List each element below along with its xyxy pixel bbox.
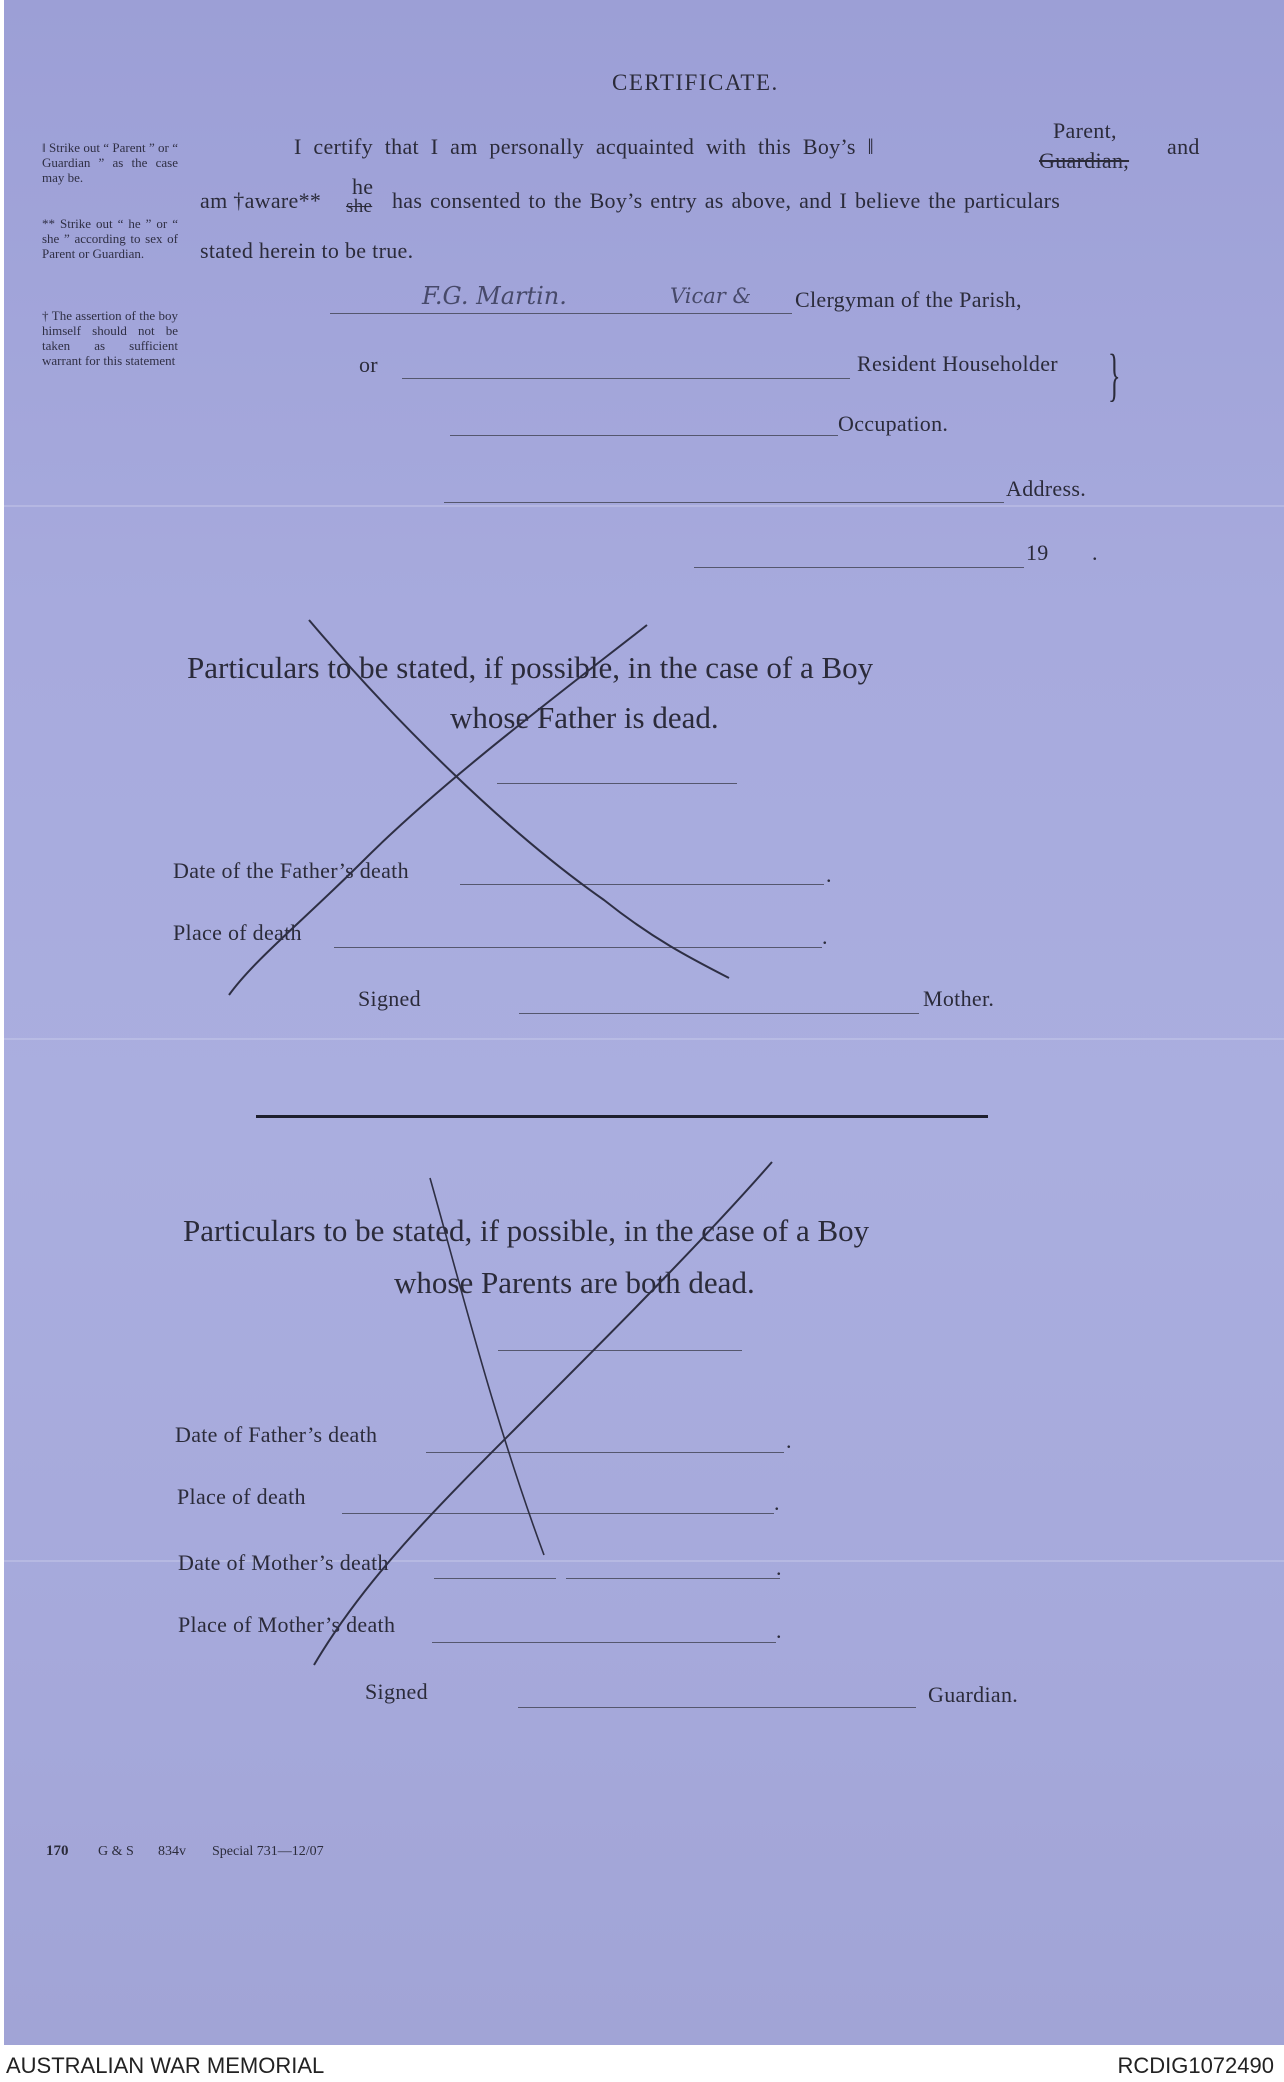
mother-death-date-label: Date of Mother’s death: [178, 1550, 389, 1575]
am-aware-text: am †aware**: [200, 188, 322, 213]
clergyman-label: Clergyman of the Parish,: [795, 287, 1022, 312]
occupation-label: Occupation.: [838, 411, 949, 436]
father-death-date-dot-2: .: [786, 1428, 792, 1453]
true-line: stated herein to be true.: [200, 238, 414, 263]
cross-stroke-father-1: [309, 620, 729, 978]
father-death-date-dot: .: [826, 862, 832, 887]
or-label: or: [359, 352, 378, 377]
guardian-label: Guardian.: [928, 1682, 1019, 1707]
place-of-death-dot-2: .: [774, 1490, 780, 1515]
print-code-form: 834v: [158, 1844, 186, 1859]
she-word-struck: she: [346, 196, 373, 217]
footer-bar: [0, 2047, 1284, 2082]
cross-stroke-parents-1: [314, 1162, 772, 1665]
mother-death-date-dot: .: [776, 1555, 782, 1580]
place-of-death-label-2: Place of death: [177, 1484, 306, 1509]
mother-death-place-label: Place of Mother’s death: [178, 1612, 396, 1637]
parents-section-heading-1: Particulars to be stated, if possible, in the case of a Boy: [183, 1213, 870, 1248]
print-code-special: Special 731—12/07: [212, 1844, 324, 1859]
father-death-date-label: Date of the Father’s death: [173, 858, 409, 883]
father-section-heading-1: Particulars to be stated, if possible, in the case of a Boy: [187, 650, 874, 685]
father-section-signed-label: Signed: [358, 986, 421, 1011]
side-note-strike-he-she: ** Strike out “ he ” or “ she ” according to sex of Parent or Guardian.: [42, 216, 178, 261]
certificate-sheet: [4, 0, 1284, 2045]
footer-left-text: AUSTRALIAN WAR MEMORIAL: [6, 2053, 325, 2078]
print-code-printer: G & S: [98, 1844, 134, 1859]
certify-line: I certify that I am personally acquainted with this Boy’s ‖: [294, 134, 874, 159]
mother-death-place-dot: .: [776, 1618, 782, 1643]
parents-section-signed-label: Signed: [365, 1679, 428, 1704]
resident-householder-label: Resident Householder: [857, 351, 1058, 376]
parents-section-heading-2: whose Parents are both dead.: [394, 1265, 755, 1300]
cross-out-marks: [4, 0, 1284, 2045]
certificate-title: CERTIFICATE.: [612, 70, 779, 95]
he-word: he: [352, 174, 374, 199]
address-label: Address.: [1006, 476, 1087, 501]
cross-stroke-father-2: [229, 625, 647, 995]
side-note-strike-parent: ‖ Strike out “ Parent ” or “ Guardian ” as the case may be.: [42, 140, 178, 185]
year-dot: .: [1092, 540, 1098, 565]
print-code-number: 170: [46, 1843, 69, 1859]
father-section-heading-2: whose Father is dead.: [450, 700, 719, 735]
year-prefix: 19: [1026, 540, 1049, 565]
guardian-word-struck: Guardian,: [1039, 148, 1130, 173]
clergyman-signature: F.G. Martin.: [422, 282, 567, 310]
signature-role: Vicar &: [670, 284, 752, 308]
and-word: and: [1167, 134, 1200, 159]
father-death-date-label-2: Date of Father’s death: [175, 1422, 378, 1447]
footer-right-text: RCDIG1072490: [1117, 2053, 1274, 2078]
side-note-assertion: † The assertion of the boy himself should not be taken as sufficient warrant for this statement: [42, 308, 178, 368]
father-death-place-label: Place of death: [173, 920, 302, 945]
mother-label: Mother.: [923, 986, 995, 1011]
father-death-place-dot: .: [822, 924, 828, 949]
parent-word: Parent,: [1053, 118, 1117, 143]
right-brace: }: [1108, 342, 1121, 407]
consent-line: has consented to the Boy’s entry as above, and I believe the particulars: [392, 188, 1061, 213]
